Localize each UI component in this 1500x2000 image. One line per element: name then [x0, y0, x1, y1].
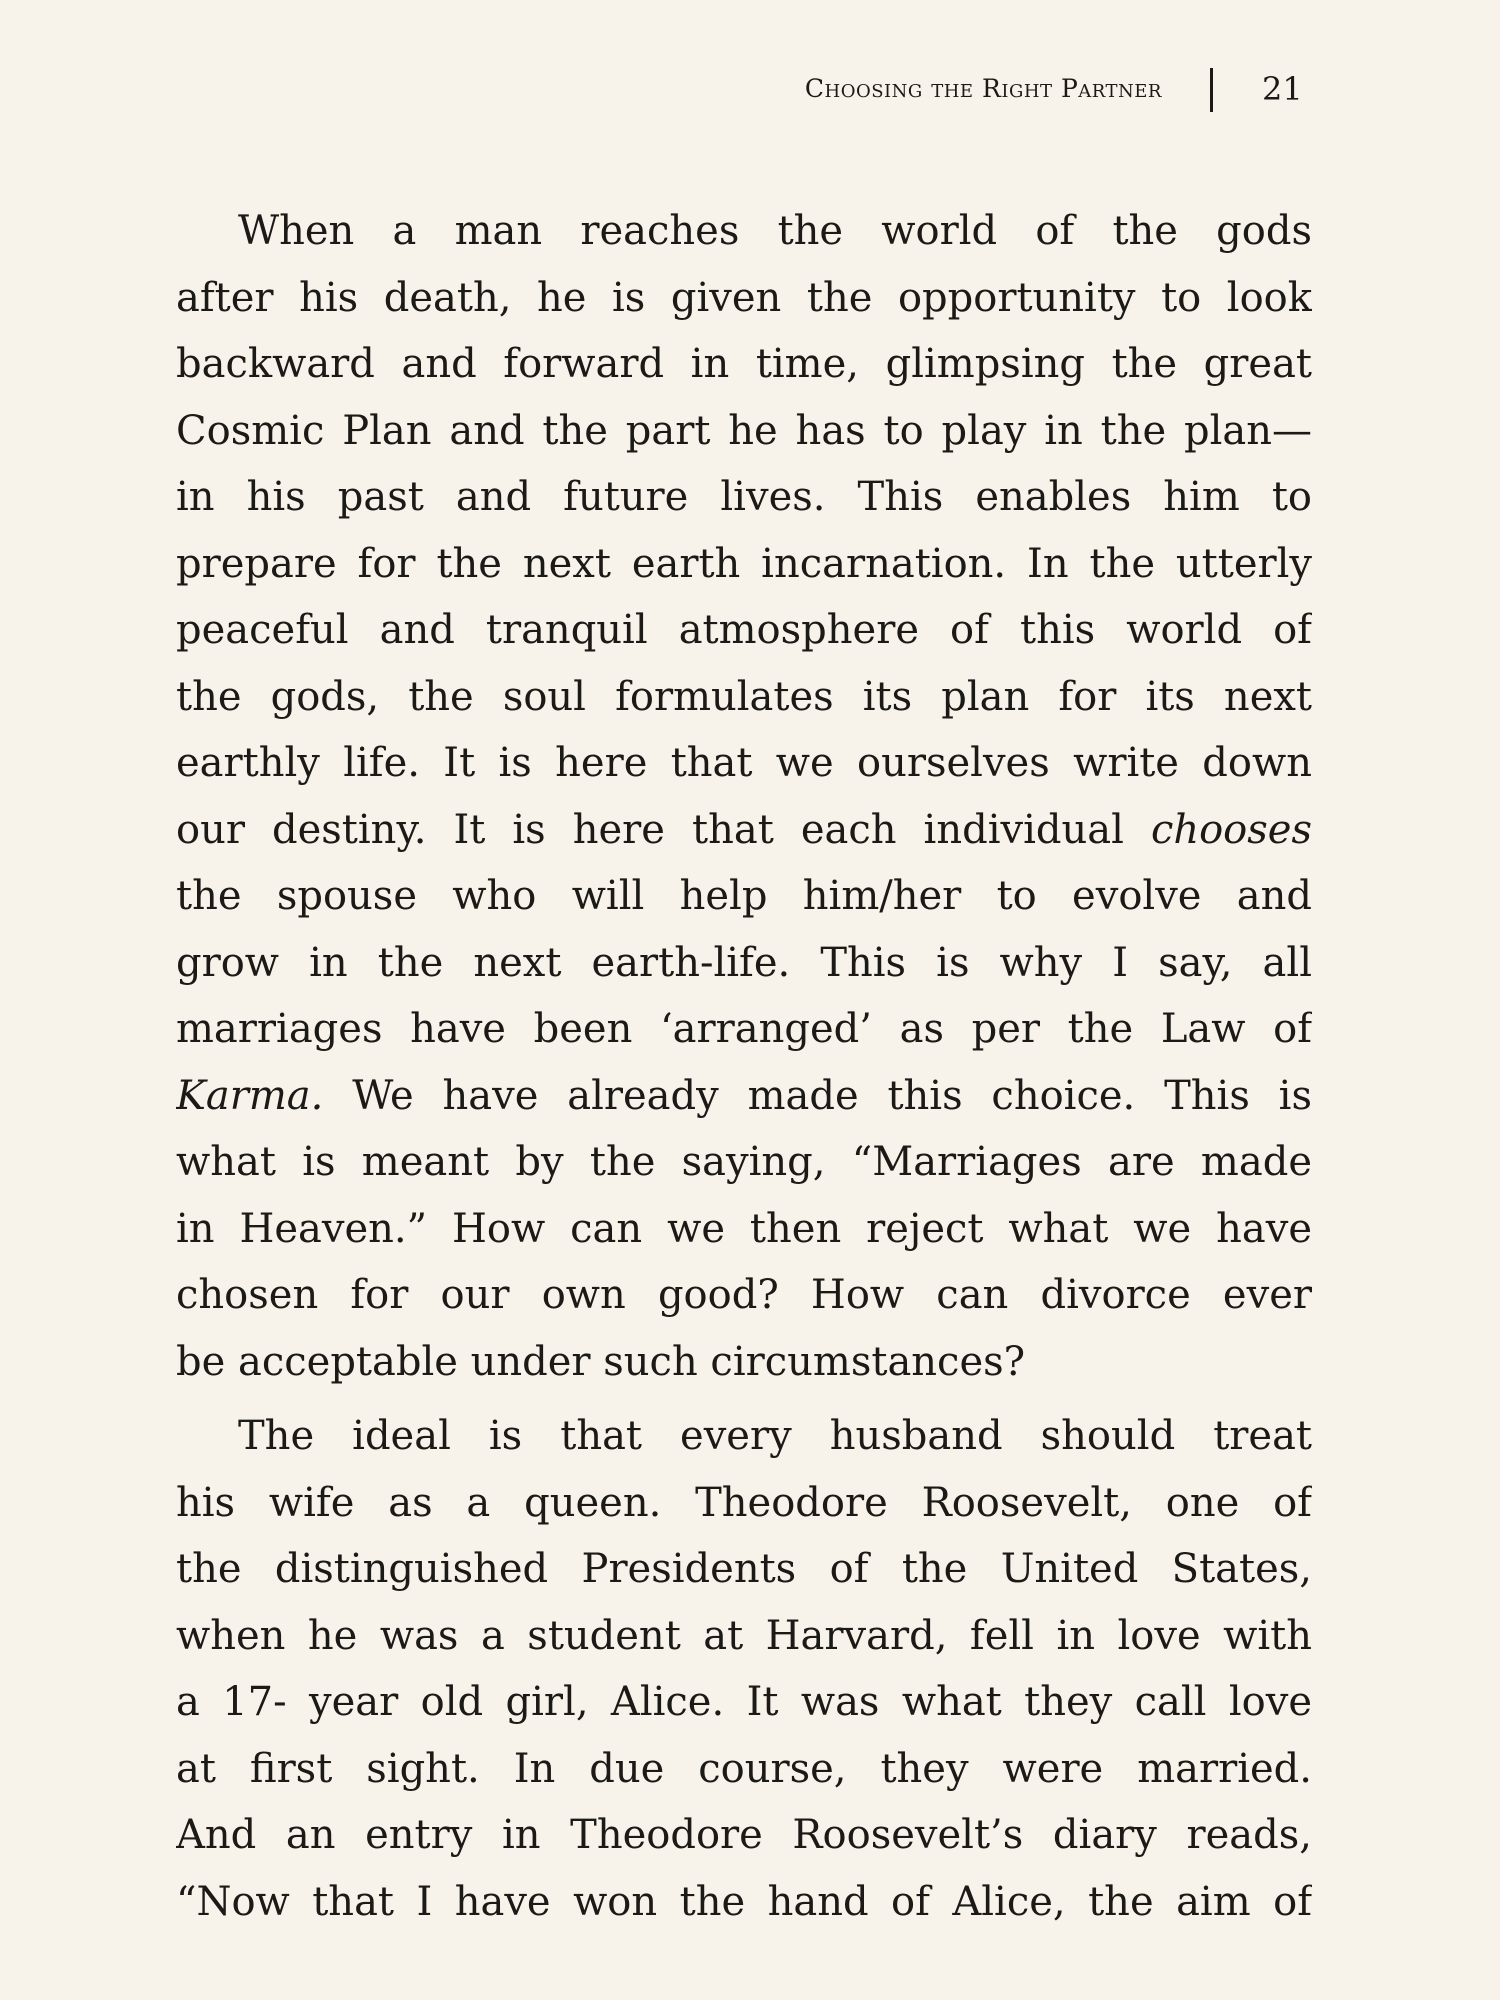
text-line: be acceptable under such circumstances? [176, 1338, 1026, 1385]
text-line: what is meant by the saying, “Marriages are made [176, 1139, 1312, 1185]
text-line: at first sight. In due course, they were married. [176, 1745, 1312, 1792]
text-line: The ideal is that every husband should treat [238, 1413, 1312, 1459]
text-line [176, 1063, 1312, 1130]
body-text [176, 198, 1312, 1935]
text-line: in Heaven.” How can we then reject what we have [176, 1205, 1312, 1252]
text-line: marriages have been ‘arranged’ as per the Law of [176, 1006, 1312, 1052]
emphasis-karma: Karma. [176, 1072, 324, 1119]
text-line: when he was a student at Harvard, fell in love with [176, 1612, 1312, 1659]
text-line: a 17- year old girl, Alice. It was what they call love [176, 1679, 1312, 1725]
text-line: And an entry in Theodore Roosevelt’s diary reads, [176, 1812, 1312, 1858]
text-line: the gods, the soul formulates its plan for its next [176, 673, 1312, 720]
page-number: 21 [1262, 70, 1303, 108]
text-line: backward and forward in time, glimpsing the great [176, 341, 1312, 387]
text-line: the spouse who will help him/her to evolve and [176, 873, 1312, 919]
text-line: prepare for the next earth incarnation. In the utterly [176, 540, 1312, 587]
text-line: his wife as a queen. Theodore Roosevelt, one of [176, 1479, 1312, 1526]
text-line: chosen for our own good? How can divorce ever [176, 1272, 1312, 1318]
text-line: Cosmic Plan and the part he has to play in the plan— [176, 407, 1312, 454]
paragraph-spacing [176, 1395, 1312, 1403]
running-title: Choosing the Right Partner [804, 74, 1162, 103]
text-line [176, 797, 1312, 864]
text-line: When a man reaches the world of the gods [238, 208, 1312, 254]
header-divider [1210, 68, 1213, 112]
emphasis-chooses: chooses [1150, 806, 1312, 853]
paragraph-2 [176, 1403, 1312, 1935]
text-fragment: our destiny. It is here that each individual [176, 806, 1124, 853]
text-line: earthly life. It is here that we ourselves write down [176, 740, 1312, 786]
text-line: grow in the next earth-life. This is why I say, all [176, 939, 1312, 986]
text-line: “Now that I have won the hand of Alice, the aim of [176, 1878, 1312, 1925]
text-line: peaceful and tranquil atmosphere of this world of [176, 607, 1312, 653]
text-line: after his death, he is given the opportunity to look [176, 274, 1312, 321]
text-fragment: We have already made this choice. This is [352, 1072, 1312, 1119]
paragraph-1 [176, 198, 1312, 1395]
text-line: the distinguished Presidents of the United States, [176, 1546, 1312, 1592]
page-header [0, 68, 1312, 108]
text-line: in his past and future lives. This enables him to [176, 474, 1312, 520]
